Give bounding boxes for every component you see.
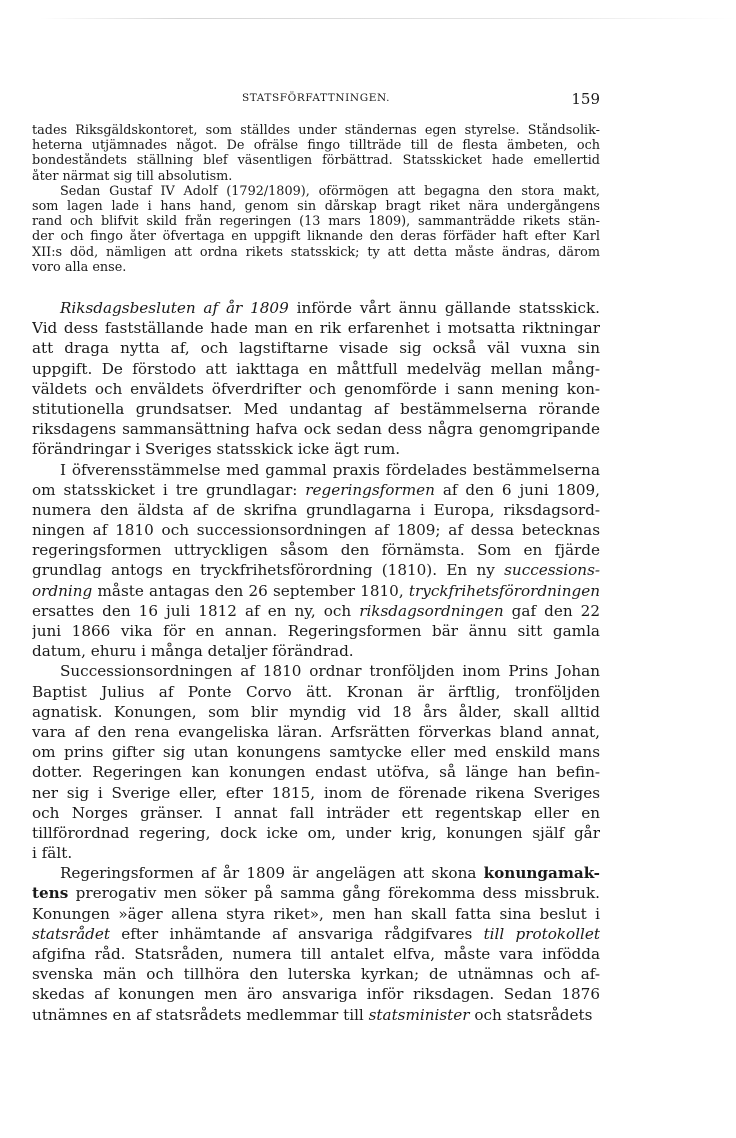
text-line	[32, 581, 600, 601]
bold-term: konungamak-	[483, 864, 600, 883]
text-run: utnämnes en af statsrådets medlemmar till	[32, 1005, 369, 1024]
text-line: agnatisk. Konungen, som blir myndig vid 18 års ålder, skall alltid	[32, 702, 600, 721]
text-line: afgifna råd. Statsråden, numera till antalet elfva, måste vara infödda	[32, 945, 600, 963]
text-line: tades Riksgäldskontoret, som ställdes under ständernas egen styrelse. Ståndsolik-	[32, 123, 600, 138]
text-line: stitutionella grundsatser. Med undantag af bestämmelserna rörande	[32, 399, 600, 418]
italic-term: riksdagsordningen	[359, 601, 504, 620]
text-run: efter inhämtande af ansvariga rådgifvares	[109, 924, 484, 943]
text-run: om statsskicket i tre grundlagar:	[32, 480, 306, 499]
small-print-section	[32, 123, 600, 275]
text-line: och Norges gränser. I annat fall inträder ett regentskap eller en	[32, 803, 600, 822]
text-line: numera den äldsta af de skrifna grundlagarna i Europa, riksdagsord-	[32, 500, 600, 519]
text-line: der och fingo åter öfvertaga en uppgift liknande den deras förfäder haft efter Karl	[32, 229, 600, 245]
text-line	[32, 863, 600, 883]
text-line: datum, ehuru i många detaljer förändrad.	[32, 642, 354, 661]
text-line: bondeståndets ställning blef väsentligen förbättrad. Statsskicket hade emellertid	[32, 153, 600, 169]
italic-term: successions-	[504, 561, 600, 580]
paragraph	[32, 460, 600, 662]
text-line: regeringsformen uttryckligen såsom den förnämsta. Som en fjärde	[32, 541, 600, 560]
italic-term: till protokollet	[483, 924, 600, 943]
text-line: om prins gifter sig utan konungens samtycke eller med enskild mans	[32, 743, 600, 762]
text-run: grundlag antogs en tryckfrihetsförordning (1810). En ny	[32, 561, 505, 580]
text-run: Regeringsformen af år 1809 är angelägen att skona	[60, 864, 484, 883]
text-line: Successionsordningen af 1810 ordnar tronföljden inom Prins Johan	[60, 662, 600, 681]
text-line	[32, 298, 600, 318]
text-line	[32, 1005, 600, 1025]
text-line: voro alla ense.	[32, 259, 127, 275]
text-line: som lagen lade i hans hand, genom sin dårskap bragt riket nära undergångens	[32, 198, 600, 214]
bold-term: tens	[32, 884, 69, 903]
text-line	[32, 560, 600, 580]
text-line: rand och blifvit skild från regeringen (13 mars 1809), sammanträdde rikets stän-	[32, 214, 600, 230]
text-line: dotter. Regeringen kan konungen endast utöfva, så länge han befin-	[32, 763, 600, 782]
main-text-section	[32, 298, 600, 1025]
italic-term: regeringsformen	[305, 480, 435, 499]
paragraph	[32, 863, 600, 1025]
text-line	[32, 601, 600, 621]
text-line: Baptist Julius af Ponte Corvo ätt. Kronan är ärftlig, tronföljden	[32, 682, 600, 701]
text-line: ner sig i Sverige eller, efter 1815, inom de förenade rikena Sveriges	[32, 783, 600, 802]
text-run: gaf den 22	[503, 601, 600, 620]
text-line: väldets och enväldets öfverdrifter och genomförde i sann mening kon-	[32, 379, 600, 398]
text-line: att draga nytta af, och lagstiftarne visade sig också väl vuxna sin	[32, 339, 600, 358]
paragraph	[32, 184, 600, 275]
text-run: och statsrådets	[469, 1005, 593, 1024]
italic-term: statsrådet	[32, 924, 110, 943]
text-run: prerogativ men söker på samma gång förekomma dess missbruk.	[68, 884, 600, 903]
text-line: i fält.	[32, 844, 73, 863]
text-line: juni 1866 vika för en annan. Regeringsformen bär ännu sitt gamla	[32, 622, 600, 640]
text-line: heterna utjämnades något. De ofrälse fingo tillträde till de flesta ämbeten, och	[32, 138, 600, 154]
text-line: Vid dess fastställande hade man en rik erfarenhet i motsatta riktningar	[32, 319, 600, 338]
text-line: Sedan Gustaf IV Adolf (1792/1809), oförmögen att begagna den stora makt,	[60, 183, 600, 199]
paragraph	[32, 123, 600, 184]
paragraph	[32, 661, 600, 863]
text-line: uppgift. De förstodo att iakttaga en måttfull medelväg mellan mång-	[32, 359, 600, 378]
top-edge-rule	[40, 18, 736, 19]
text-line: riksdagens sammansättning hafva ock sedan dess några genomgripande	[32, 420, 600, 439]
text-line	[32, 924, 600, 944]
text-line: förändringar i Sveriges statsskick icke ägt rum.	[32, 440, 401, 459]
text-line: tillförordnad regering, dock icke om, under krig, konungen själf går	[32, 823, 600, 842]
text-run: ersattes den 16 juli 1812 af en ny, och	[32, 601, 360, 620]
text-line: XII:s död, nämligen att ordna rikets statsskick; ty att detta måste ändras, därom	[32, 244, 600, 260]
italic-term: ordning	[32, 581, 93, 600]
running-title: STATSFÖRFATTNINGEN.	[241, 92, 391, 104]
page-number: 159	[571, 90, 600, 108]
text-line: skedas af konungen men äro ansvariga inför riksdagen. Sedan 1876	[32, 985, 600, 1004]
text-line	[32, 883, 600, 903]
text-line: svenska män och tillhöra den luterska kyrkan; de utnämnas och af-	[32, 965, 600, 984]
text-line: I öfverensstämmelse med gammal praxis fördelades bestämmelserna	[60, 460, 600, 479]
text-line	[32, 480, 600, 500]
page-header	[32, 92, 600, 112]
paragraph	[32, 298, 600, 460]
text-run: införde vårt ännu gällande statsskick.	[288, 299, 600, 317]
text-line: vara af den rena evangeliska läran. Arfsrätten förverkas bland annat,	[32, 722, 600, 741]
text-line: Konungen »äger allena styra riket», men han skall fatta sina beslut i	[32, 904, 600, 923]
text-run: måste antagas den 26 september 1810,	[92, 581, 409, 600]
italic-term: tryckfrihetsförordningen	[408, 581, 600, 600]
text-run: af den 6 juni 1809,	[434, 480, 600, 499]
italic-term: Riksdagsbesluten af år 1809	[60, 299, 289, 317]
text-line: ningen af 1810 och successionsordningen af 1809; af dessa betecknas	[32, 521, 600, 540]
italic-term: statsminister	[368, 1005, 470, 1024]
text-line: åter närmat sig till absolutism.	[32, 168, 233, 184]
